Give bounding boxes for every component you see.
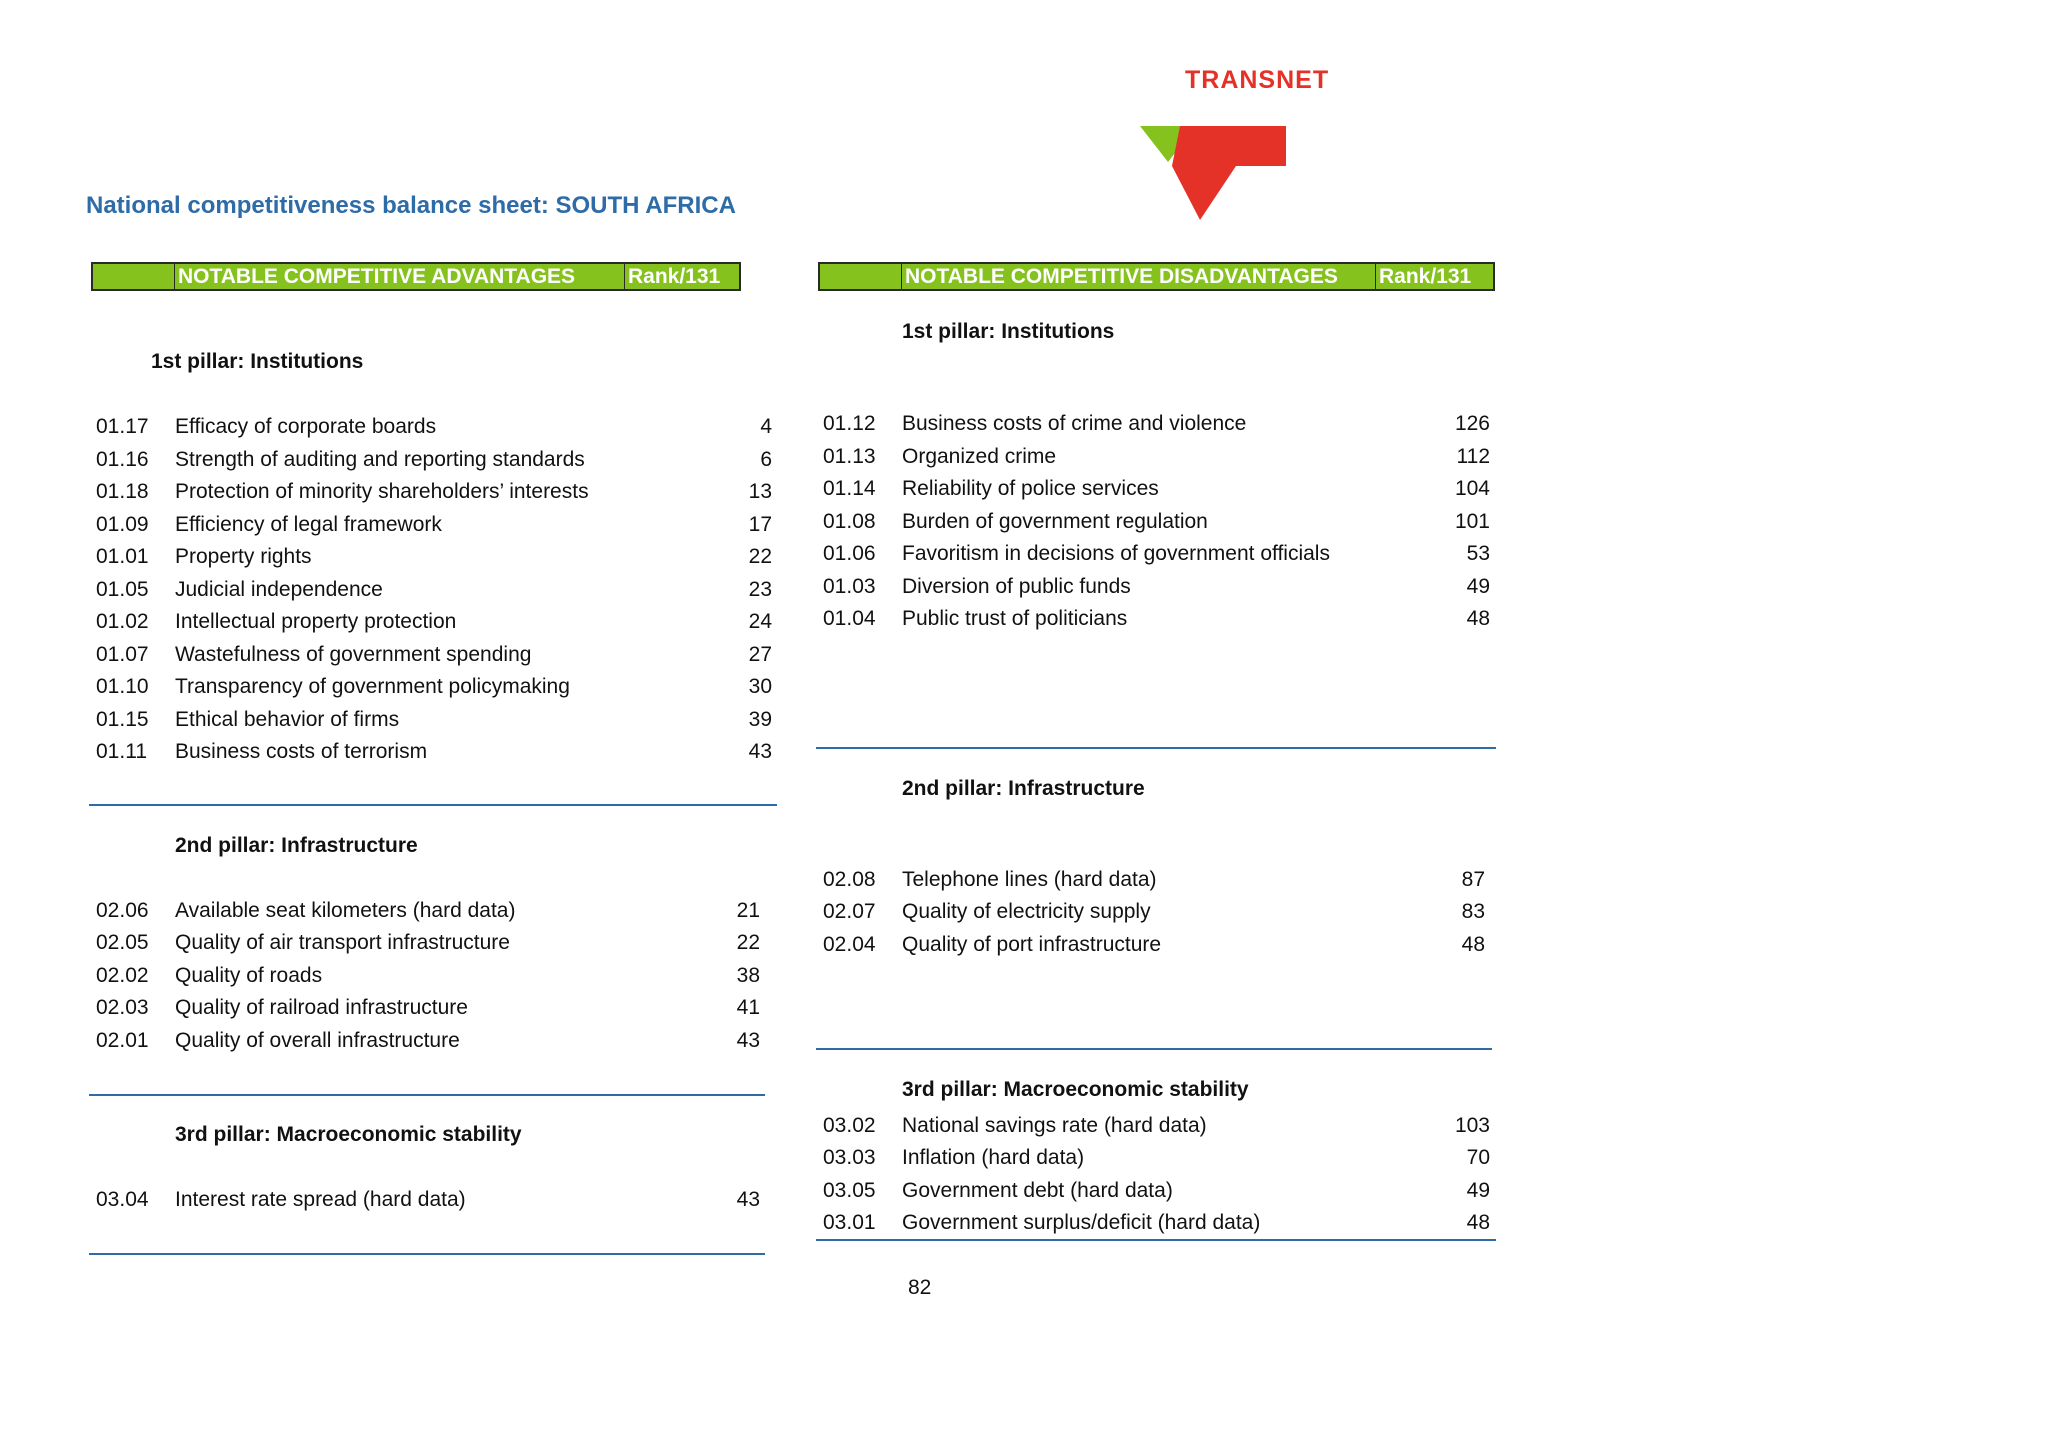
advantages-header bbox=[91, 262, 741, 291]
row-label: Quality of overall infrastructure bbox=[175, 1029, 460, 1052]
row-label: Diversion of public funds bbox=[902, 575, 1131, 598]
row-code: 01.10 bbox=[96, 675, 149, 698]
row-code: 01.06 bbox=[823, 542, 876, 565]
section-divider bbox=[89, 1253, 765, 1255]
row-label: Intellectual property protection bbox=[175, 610, 457, 633]
row-label: Inflation (hard data) bbox=[902, 1146, 1085, 1169]
row-code: 03.01 bbox=[823, 1211, 876, 1234]
row-rank: 22 bbox=[748, 545, 772, 568]
disadvantages-rank-label: Rank/131 bbox=[1379, 265, 1472, 288]
row-rank: 48 bbox=[1466, 607, 1490, 630]
row-code: 01.05 bbox=[96, 578, 149, 601]
row-code: 02.08 bbox=[823, 868, 876, 891]
header-blank-cell bbox=[93, 264, 175, 289]
section-divider bbox=[89, 1094, 765, 1096]
row-label: Organized crime bbox=[902, 445, 1057, 468]
row-rank: 43 bbox=[736, 1188, 760, 1211]
row-rank: 21 bbox=[736, 899, 760, 922]
transnet-logo-icon bbox=[1140, 122, 1290, 222]
row-label: Interest rate spread (hard data) bbox=[175, 1188, 466, 1211]
advantages-header-label: NOTABLE COMPETITIVE ADVANTAGES bbox=[175, 264, 625, 289]
row-rank: 48 bbox=[1461, 933, 1485, 956]
row-rank: 4 bbox=[760, 415, 772, 438]
row-label: Protection of minority shareholders’ interests bbox=[175, 480, 589, 503]
row-rank: 22 bbox=[736, 931, 760, 954]
row-rank: 112 bbox=[1456, 445, 1490, 468]
pillar-title: 1st pillar: Institutions bbox=[902, 320, 1115, 343]
row-code: 02.04 bbox=[823, 933, 876, 956]
row-rank: 24 bbox=[748, 610, 772, 633]
row-label: Efficacy of corporate boards bbox=[175, 415, 437, 438]
row-label: Government debt (hard data) bbox=[902, 1179, 1173, 1202]
row-code: 01.11 bbox=[96, 740, 147, 763]
row-label: Strength of auditing and reporting standards bbox=[175, 448, 585, 471]
row-label: Business costs of terrorism bbox=[175, 740, 428, 763]
row-label: Transparency of government policymaking bbox=[175, 675, 570, 698]
row-label: Government surplus/deficit (hard data) bbox=[902, 1211, 1261, 1234]
row-label: Quality of roads bbox=[175, 964, 323, 987]
row-label: Ethical behavior of firms bbox=[175, 708, 400, 731]
row-rank: 30 bbox=[748, 675, 772, 698]
row-code: 03.02 bbox=[823, 1114, 876, 1137]
row-rank: 126 bbox=[1454, 412, 1490, 435]
row-rank: 101 bbox=[1454, 510, 1490, 533]
row-rank: 87 bbox=[1461, 868, 1485, 891]
row-label: Favoritism in decisions of government officials bbox=[902, 542, 1330, 565]
row-code: 01.07 bbox=[96, 643, 149, 666]
row-label: Judicial independence bbox=[175, 578, 383, 601]
section-divider bbox=[816, 1239, 1496, 1241]
row-rank: 104 bbox=[1454, 477, 1490, 500]
row-rank: 43 bbox=[736, 1029, 760, 1052]
row-rank: 38 bbox=[736, 964, 760, 987]
row-code: 01.01 bbox=[96, 545, 149, 568]
row-rank: 6 bbox=[760, 448, 772, 471]
row-code: 01.15 bbox=[96, 708, 149, 731]
row-code: 02.07 bbox=[823, 900, 876, 923]
row-label: Quality of air transport infrastructure bbox=[175, 931, 510, 954]
row-label: Available seat kilometers (hard data) bbox=[175, 899, 516, 922]
section-divider bbox=[816, 1048, 1492, 1050]
row-rank: 43 bbox=[748, 740, 772, 763]
row-code: 02.02 bbox=[96, 964, 149, 987]
row-rank: 53 bbox=[1466, 542, 1490, 565]
row-label: Public trust of politicians bbox=[902, 607, 1128, 630]
row-code: 03.04 bbox=[96, 1188, 149, 1211]
row-rank: 39 bbox=[748, 708, 772, 731]
disadvantages-header-label: NOTABLE COMPETITIVE DISADVANTAGES bbox=[902, 264, 1376, 289]
row-code: 02.05 bbox=[96, 931, 149, 954]
row-code: 01.09 bbox=[96, 513, 149, 536]
row-code: 02.03 bbox=[96, 996, 149, 1019]
pillar-title: 3rd pillar: Macroeconomic stability bbox=[902, 1078, 1249, 1101]
row-code: 01.02 bbox=[96, 610, 149, 633]
row-label: Wastefulness of government spending bbox=[175, 643, 532, 666]
row-code: 01.12 bbox=[823, 412, 876, 435]
disadvantages-header bbox=[818, 262, 1495, 291]
pillar-title: 2nd pillar: Infrastructure bbox=[175, 834, 418, 857]
transnet-logo-text: TRANSNET bbox=[1185, 66, 1330, 94]
row-label: National savings rate (hard data) bbox=[902, 1114, 1207, 1137]
row-rank: 23 bbox=[748, 578, 772, 601]
row-rank: 27 bbox=[748, 643, 772, 666]
row-code: 01.14 bbox=[823, 477, 876, 500]
pillar-title: 1st pillar: Institutions bbox=[151, 350, 364, 373]
row-rank: 83 bbox=[1461, 900, 1485, 923]
advantages-rank-label: Rank/131 bbox=[628, 265, 721, 288]
row-rank: 49 bbox=[1466, 1179, 1490, 1202]
row-code: 03.05 bbox=[823, 1179, 876, 1202]
row-code: 02.06 bbox=[96, 899, 149, 922]
header-blank-cell bbox=[820, 264, 902, 289]
row-code: 01.04 bbox=[823, 607, 876, 630]
row-code: 01.18 bbox=[96, 480, 149, 503]
pillar-title: 2nd pillar: Infrastructure bbox=[902, 777, 1145, 800]
row-rank: 49 bbox=[1466, 575, 1490, 598]
page-number: 82 bbox=[908, 1276, 932, 1299]
row-code: 01.08 bbox=[823, 510, 876, 533]
row-code: 02.01 bbox=[96, 1029, 149, 1052]
row-code: 01.16 bbox=[96, 448, 149, 471]
row-code: 01.17 bbox=[96, 415, 149, 438]
row-label: Efficiency of legal framework bbox=[175, 513, 442, 536]
row-code: 01.03 bbox=[823, 575, 876, 598]
row-label: Quality of port infrastructure bbox=[902, 933, 1162, 956]
row-code: 03.03 bbox=[823, 1146, 876, 1169]
row-rank: 17 bbox=[748, 513, 772, 536]
row-label: Burden of government regulation bbox=[902, 510, 1208, 533]
row-label: Quality of railroad infrastructure bbox=[175, 996, 468, 1019]
row-label: Business costs of crime and violence bbox=[902, 412, 1247, 435]
section-divider bbox=[89, 804, 777, 806]
row-label: Telephone lines (hard data) bbox=[902, 868, 1157, 891]
section-divider bbox=[816, 747, 1496, 749]
row-rank: 41 bbox=[736, 996, 760, 1019]
row-code: 01.13 bbox=[823, 445, 876, 468]
row-label: Quality of electricity supply bbox=[902, 900, 1151, 923]
row-rank: 13 bbox=[748, 480, 772, 503]
row-label: Property rights bbox=[175, 545, 312, 568]
pillar-title: 3rd pillar: Macroeconomic stability bbox=[175, 1123, 522, 1146]
row-label: Reliability of police services bbox=[902, 477, 1159, 500]
page-title: National competitiveness balance sheet: SOUTH AFRICA bbox=[86, 192, 736, 219]
row-rank: 103 bbox=[1454, 1114, 1490, 1137]
row-rank: 48 bbox=[1466, 1211, 1490, 1234]
row-rank: 70 bbox=[1466, 1146, 1490, 1169]
